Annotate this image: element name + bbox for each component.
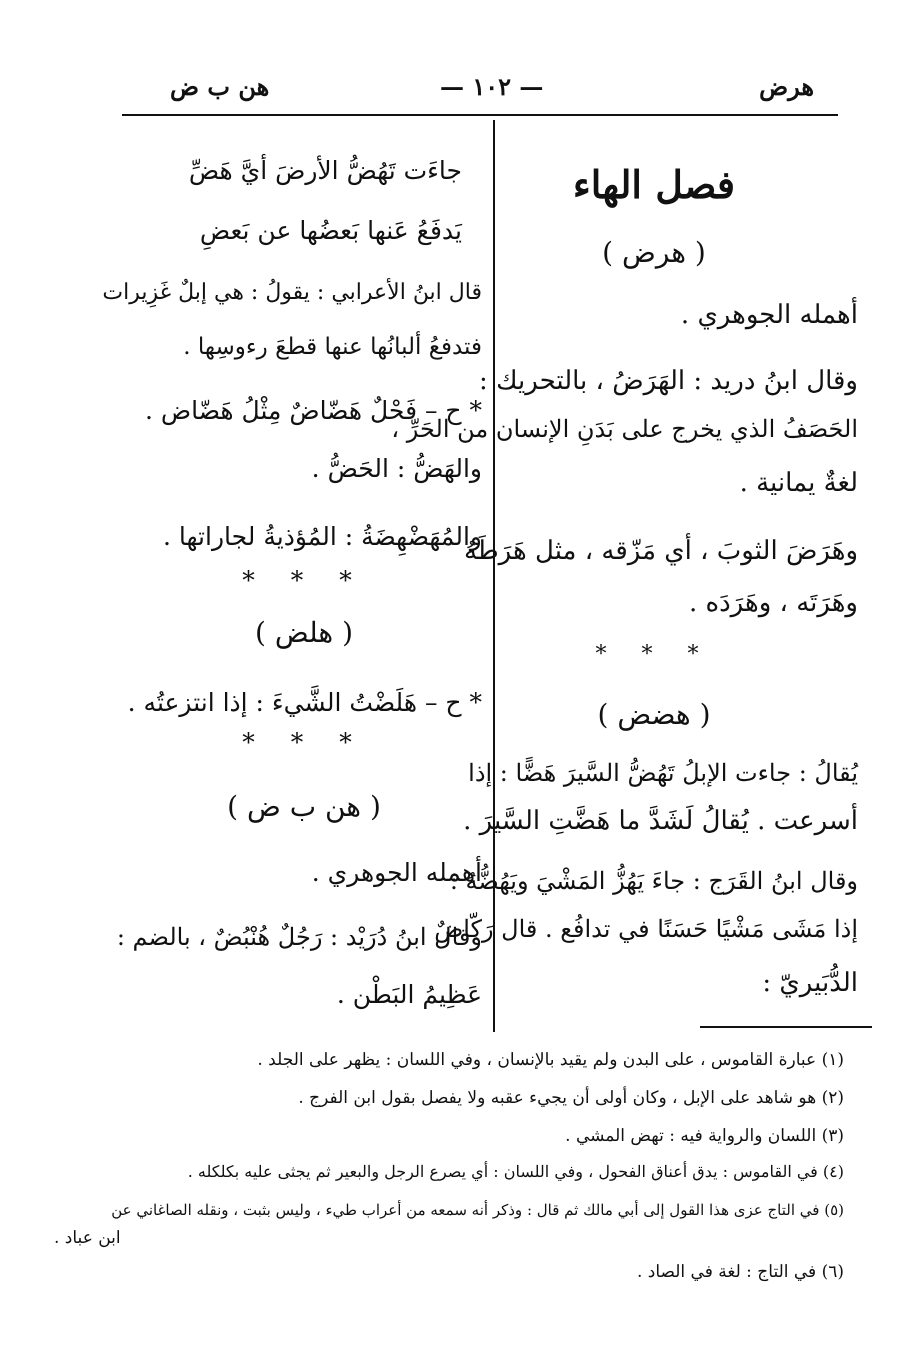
text-line: وقال ابنُ القَرَج : جاءَ يَهُزُّ المَشْيَ ويَهُضُّهُ :	[449, 867, 858, 895]
text-line: الدُّبَيريّ :	[762, 968, 858, 998]
text-line: إذا مَشَى مَشْيًا حَسَنًا في تدافُع . قال رَكّاضٌ	[434, 915, 858, 943]
separator-stars: * * *	[242, 566, 366, 595]
entry-heading: ( هن ب ض )	[227, 790, 381, 823]
footnote-2: (٢) هو شاهد على الإبل ، وكان أولى أن يجيء عقبه ولا يفصل بقول ابن الفرج .	[298, 1088, 844, 1108]
header-entry-right: هرض	[759, 72, 814, 101]
text-line: وهَرَتَه ، وهَرَدَه .	[688, 588, 858, 618]
footnote-5: (٥) في التاج عزى هذا القول إلى أبي مالك ثم قال : وذكر أنه سمعه من أعراب طيء ، وليس بثبت ، ونقله الصاغاني عن	[111, 1201, 844, 1219]
text-line: فتدفعُ ألبانُها عنها قطعَ رءوسِها .	[183, 334, 482, 360]
footnote-4: (٤) في القاموس : يدق أعناق الفحول ، وفي اللسان : أي يصرع الرجل والبعير ثم يجثى عليه بكلكله .	[187, 1162, 844, 1181]
text-line: وهَرَضَ الثوبَ ، أي مَزّقه ، مثل هَرَطَهُ	[464, 536, 858, 566]
text-line: وقال ابنُ دريد : الهَرَضُ ، بالتحريك :	[479, 366, 858, 396]
footnote-5-continued: ابن عباد .	[54, 1228, 121, 1248]
text-line: وقال ابنُ دُرَيْد : رَجُلٌ هُنْبُضٌ ، بالضم :	[116, 923, 482, 951]
entry-heading: ( هضض )	[597, 698, 711, 731]
text-line: أهمله الجوهري .	[680, 300, 858, 330]
footnote-rule	[700, 1026, 872, 1028]
entry-heading: ( هرض )	[602, 236, 706, 269]
separator-stars: * * *	[242, 728, 366, 757]
footnote-1: (١) عبارة القاموس ، على البدن ولم يقيد بالإنسان ، وفي اللسان : يظهر على الجلد .	[257, 1050, 844, 1070]
entry-heading: ( هلض )	[255, 616, 353, 649]
text-line: والمُهَضْهِضَةُ : المُؤذيةُ لجاراتها .	[163, 522, 482, 551]
header-entry-left: هن ب ض	[170, 72, 270, 101]
text-line: الحَصَفُ الذي يخرج على بَدَنِ الإنسان من الحَرِّ ،	[391, 415, 858, 443]
header-rule	[122, 114, 838, 116]
text-line: يُقالُ : جاءت الإبلُ تَهُضُّ السَّيرَ هَضًّا : إذا	[468, 759, 858, 787]
text-line: * ح – هَلَضْتُ الشَّيءَ : إذا انتزعتُه .	[127, 688, 482, 717]
text-line: أسرعت . يُقالُ لَشَدَّ ما هَضَّتِ السَّيرَ .	[463, 806, 858, 836]
text-line: * ح – فَحْلٌ هَضّاضٌ مِثْلُ هَضّاض .	[144, 396, 482, 425]
verse-line: يَدفَعُ عَنها بَعضُها عن بَعضِ	[199, 216, 462, 245]
section-title: فصل الهاء	[572, 162, 736, 207]
text-line: عَظِيمُ البَطْن .	[336, 980, 482, 1009]
text-line: لغةٌ يمانية .	[739, 468, 858, 498]
footnote-3: (٣) اللسان والرواية فيه : تهض المشي .	[565, 1126, 844, 1146]
separator-stars: * * *	[595, 642, 713, 667]
text-line: أهمله الجوهري .	[311, 858, 482, 887]
page-number: — ١٠٢ —	[440, 72, 544, 101]
verse-line: جاءَت تَهُضُّ الأرضَ أيَّ هَضِّ	[188, 156, 462, 185]
footnote-6: (٦) في التاج : لغة في الصاد .	[636, 1262, 844, 1282]
text-line: قال ابنُ الأعرابي : يقولُ : هي إبلٌ غَزِيرات	[102, 280, 482, 305]
text-line: والهَضُّ : الحَضُّ .	[311, 454, 482, 483]
